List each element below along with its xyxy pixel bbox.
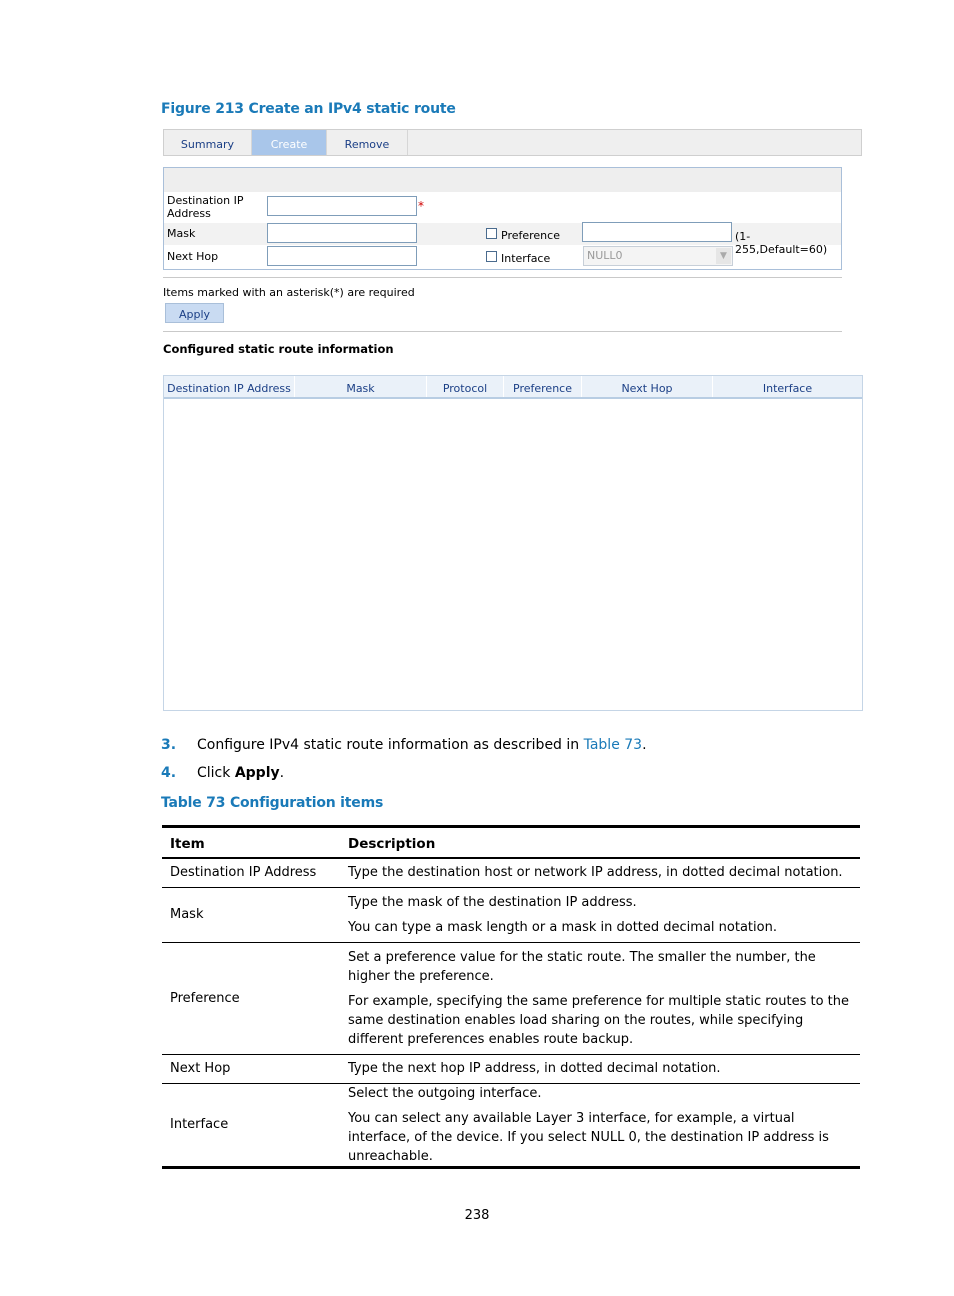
desc-paragraph: You can type a mask length or a mask in dotted decimal notation.: [348, 919, 777, 935]
required-asterisk: *: [418, 199, 424, 213]
route-grid: [163, 375, 863, 711]
figure-caption: Figure 213 Create an IPv4 static route: [161, 101, 456, 117]
interface-label: Interface: [501, 252, 551, 265]
table-header-row: [162, 827, 860, 859]
divider: [163, 277, 842, 278]
desc-paragraph: You can select any available Layer 3 interface, for example, a virtual interface, of the device. If you select NULL 0, the destination IP address is unreachable.: [348, 1110, 829, 1164]
tab-bar: [163, 129, 862, 156]
step-number: 4.: [161, 765, 177, 781]
dest-ip-label: Destination IP Address: [167, 194, 244, 220]
step-3-text: [197, 737, 647, 753]
chevron-down-icon: ▼: [716, 248, 731, 264]
divider: [163, 331, 842, 332]
next-hop-input[interactable]: [267, 246, 417, 266]
column-destination-ip[interactable]: Destination IP Address: [164, 376, 295, 397]
interface-checkbox[interactable]: [486, 251, 497, 262]
create-route-form: [163, 167, 842, 270]
tab-summary[interactable]: Summary: [164, 130, 252, 155]
cell-description: [340, 887, 860, 942]
step-tail: .: [279, 765, 285, 781]
column-next-hop[interactable]: Next Hop: [582, 376, 713, 397]
cell-description: [340, 1083, 860, 1167]
config-table: [162, 825, 860, 1169]
desc-paragraph: Type the destination host or network IP address, in dotted decimal notation.: [348, 865, 843, 881]
cell-item: Destination IP Address: [162, 858, 340, 887]
step-4: [161, 765, 176, 781]
table-row: [162, 858, 860, 887]
header-description: Description: [340, 827, 860, 859]
preference-checkbox[interactable]: [486, 228, 497, 239]
step-bold: Apply: [234, 765, 280, 781]
required-note: Items marked with an asterisk(*) are required: [163, 286, 415, 299]
interface-select[interactable]: [583, 246, 733, 266]
tab-remove[interactable]: Remove: [327, 130, 408, 155]
table-row: [162, 887, 860, 942]
column-mask[interactable]: Mask: [295, 376, 427, 397]
cell-item: Interface: [162, 1083, 340, 1167]
column-interface[interactable]: Interface: [762, 382, 813, 395]
desc-paragraph: Type the mask of the destination IP address.: [348, 894, 637, 910]
apply-button[interactable]: Apply: [165, 303, 224, 323]
cell-description: [340, 1054, 860, 1083]
tab-create[interactable]: Create: [252, 130, 327, 155]
dest-ip-input[interactable]: [267, 196, 417, 216]
desc-paragraph: Type the next hop IP address, in dotted decimal notation.: [348, 1061, 721, 1076]
preference-label: Preference: [501, 229, 560, 242]
table-link[interactable]: Table 73: [583, 737, 643, 753]
step-number: 3.: [161, 737, 177, 753]
step-text: Configure IPv4 static route information as described in: [197, 737, 584, 753]
cell-description: [340, 942, 860, 1054]
interface-select-value: NULL0: [587, 249, 623, 262]
desc-paragraph: Select the outgoing interface.: [348, 1085, 542, 1101]
cell-item: Next Hop: [162, 1054, 340, 1083]
table-row: [162, 1054, 860, 1083]
cell-item: Mask: [162, 887, 340, 942]
page-number: 238: [464, 1208, 490, 1223]
grid-header: [164, 376, 862, 399]
header-item: Item: [162, 827, 340, 859]
form-header: [164, 168, 841, 192]
table-caption: Table 73 Configuration items: [161, 795, 384, 811]
next-hop-label: Next Hop: [167, 250, 219, 263]
column-preference[interactable]: Preference: [504, 376, 582, 397]
mask-input[interactable]: [267, 223, 417, 243]
column-protocol[interactable]: Protocol: [427, 376, 504, 397]
step-text: Click: [197, 765, 235, 781]
cell-item: Preference: [162, 942, 340, 1054]
preference-hint: (1-255,Default=60): [735, 230, 828, 256]
desc-paragraph: For example, specifying the same preference for multiple static routes to the same destination enables load sharing on the routes, while specifying different preferences enables route backup.: [348, 993, 850, 1047]
step-4-text: [197, 765, 284, 781]
step-tail: .: [642, 737, 647, 753]
table-row: [162, 1083, 860, 1167]
cell-description: [340, 858, 860, 887]
section-title: Configured static route information: [163, 342, 394, 356]
step-3: [161, 737, 176, 753]
mask-label: Mask: [167, 227, 196, 240]
preference-input[interactable]: [582, 222, 732, 242]
table-row: [162, 942, 860, 1054]
desc-paragraph: Set a preference value for the static route. The smaller the number, the higher the preference.: [348, 949, 816, 984]
